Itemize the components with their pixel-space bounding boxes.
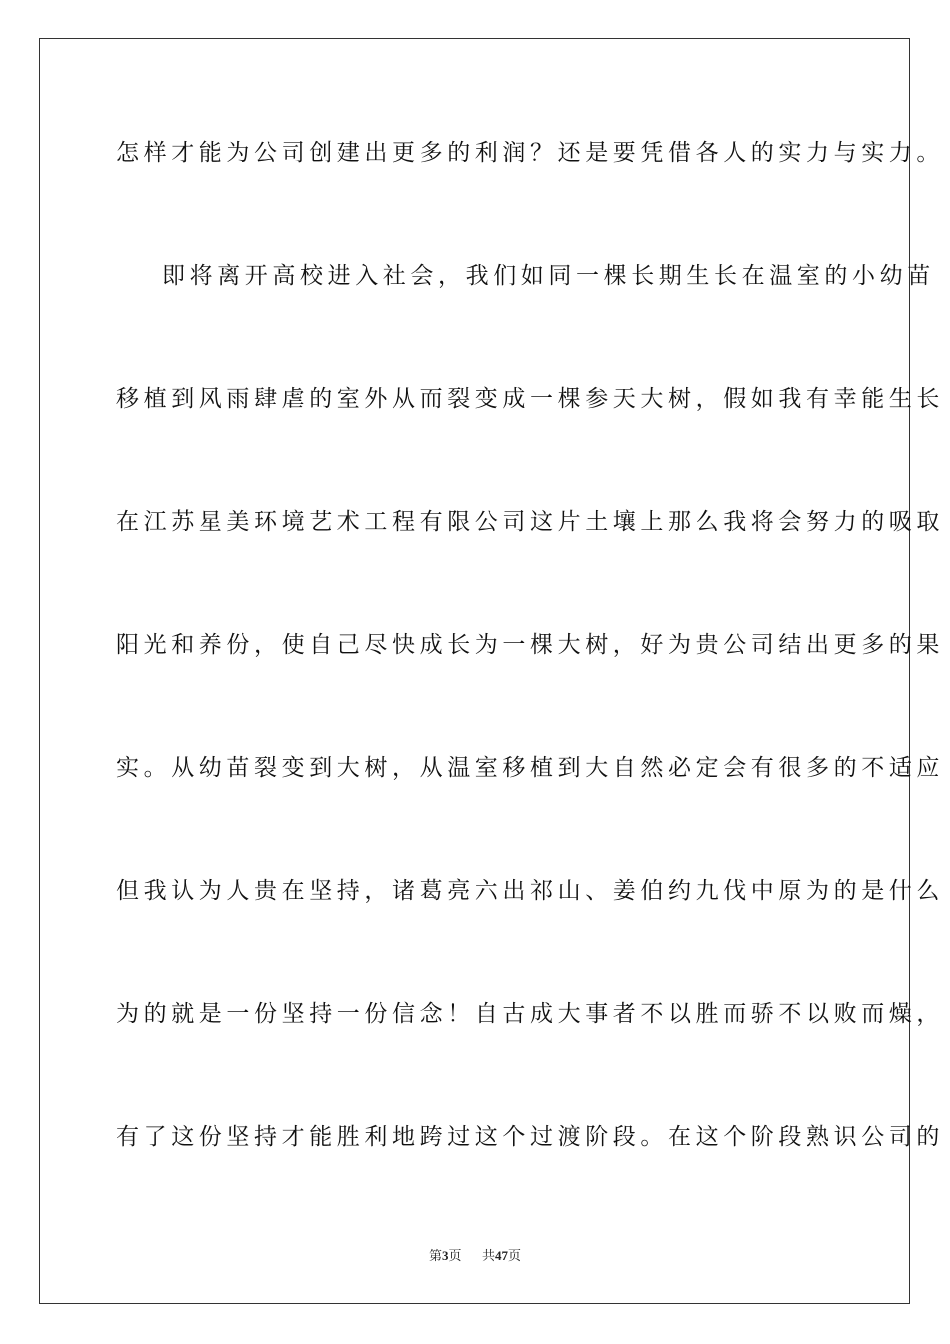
total-pages-label (482, 1248, 521, 1264)
text-line-8: 为的就是一份坚持一份信念！自古成大事者不以胜而骄不以败而燥， (116, 1001, 944, 1027)
text-line-9: 有了这份坚持才能胜利地跨过这个过渡阶段。在这个阶段熟识公司的 (116, 1124, 944, 1150)
page-number-label (429, 1248, 462, 1264)
text-line-3: 移植到风雨肆虐的室外从而裂变成一棵参天大树，假如我有幸能生长 (116, 386, 944, 412)
text-line-5: 阳光和养份，使自己尽快成长为一棵大树，好为贵公司结出更多的果 (116, 632, 944, 658)
text-line-4: 在江苏星美环境艺术工程有限公司这片土壤上那么我将会努力的吸取 (116, 509, 944, 535)
text-line-7: 但我认为人贵在坚持，诸葛亮六出祁山、姜伯约九伐中原为的是什么 (116, 878, 944, 904)
text-line-1: 怎样才能为公司创建出更多的利润？还是要凭借各人的实力与实力。 (116, 140, 944, 166)
total-pages-number: 47 (495, 1248, 509, 1263)
page-suffix: 页 (448, 1248, 462, 1263)
current-page-number: 3 (441, 1248, 449, 1263)
total-prefix: 共 (482, 1248, 496, 1263)
total-suffix: 页 (508, 1248, 522, 1263)
page-prefix: 第 (428, 1248, 442, 1263)
text-line-2: 即将离开高校进入社会，我们如同一棵长期生长在温室的小幼苗 (162, 263, 935, 289)
text-line-6: 实。从幼苗裂变到大树，从温室移植到大自然必定会有很多的不适应 (116, 755, 944, 781)
page-border (39, 38, 944, 1304)
page-footer (0, 1248, 950, 1264)
